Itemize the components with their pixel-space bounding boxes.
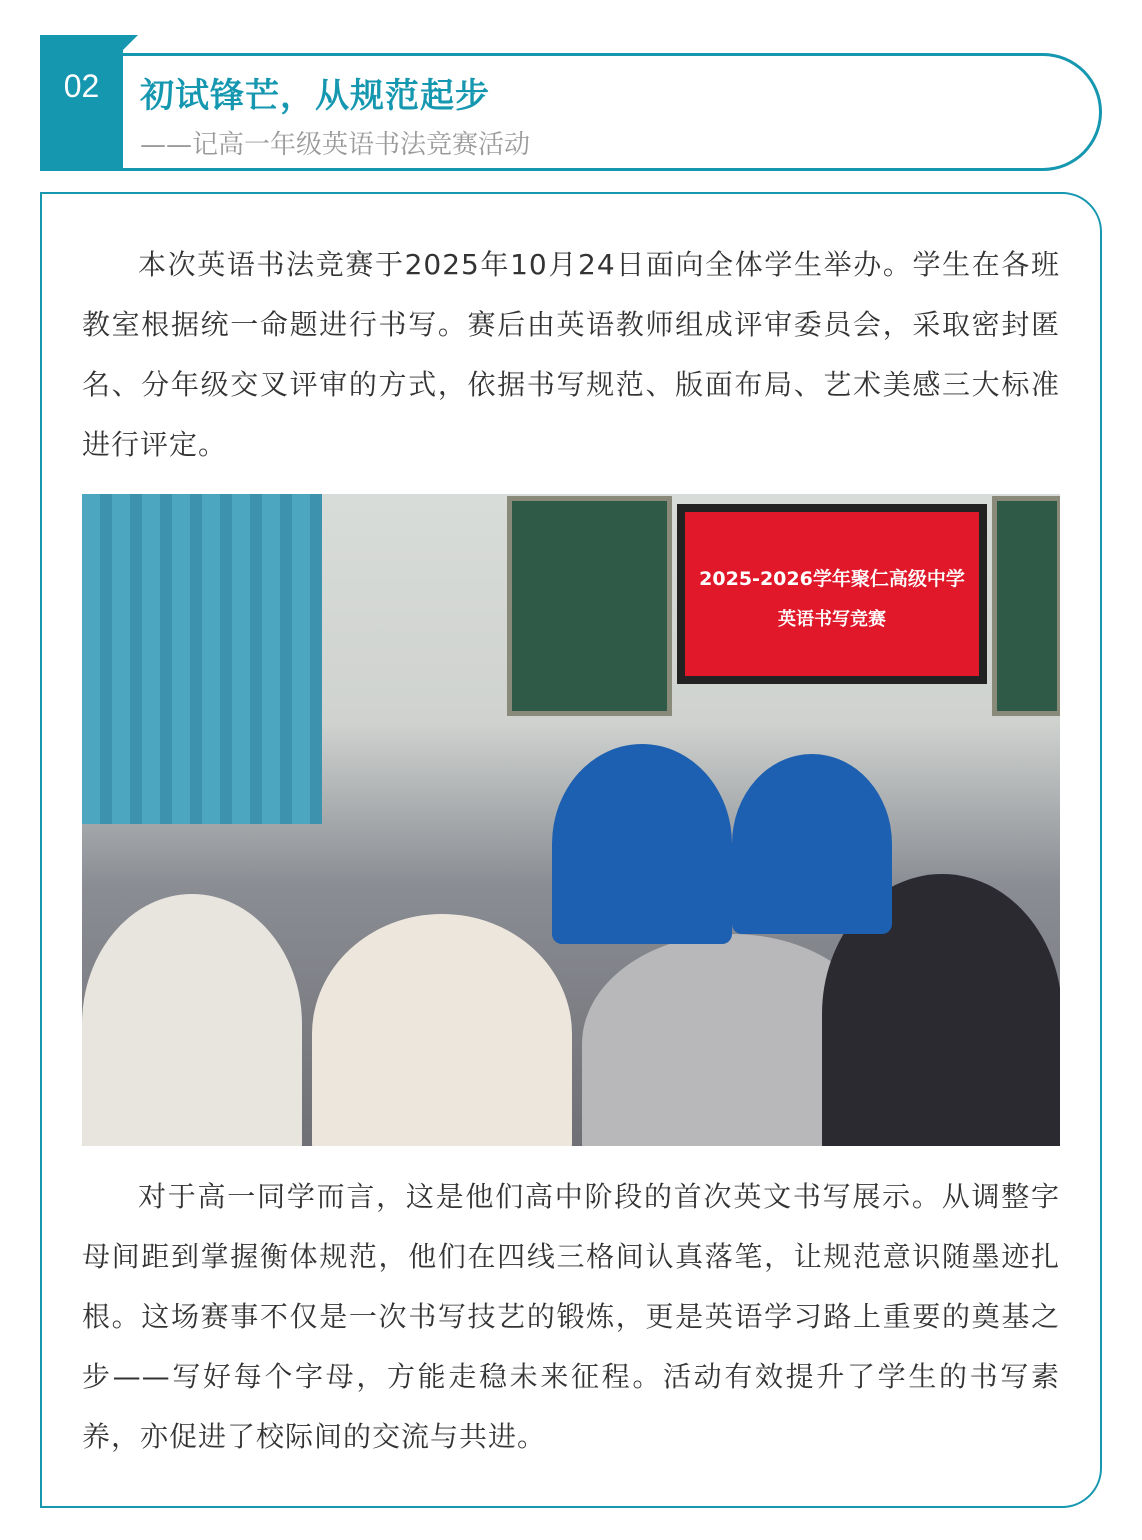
screen-title: 2025-2026学年聚仁高级中学 xyxy=(699,568,965,590)
paragraph-1: 本次英语书法竞赛于2025年10月24日面向全体学生举办。学生在各班教室根据统一命题进行书写。赛后由英语教师组成评审委员会，采取密封匿名、分年级交叉评审的方式，依据书写规范、版面布局、艺术美感三大标准进行评定。 xyxy=(82,248,1060,461)
curtain xyxy=(82,494,322,824)
tab-notch xyxy=(120,35,138,53)
student xyxy=(552,744,732,944)
projector-screen xyxy=(677,504,987,684)
student xyxy=(732,754,892,934)
section-subtitle: ——记高一年级英语书法竞赛活动 xyxy=(140,130,531,160)
blackboard-right xyxy=(992,496,1060,716)
student xyxy=(82,894,302,1146)
paragraph-2: 对于高一同学而言，这是他们高中阶段的首次英文书写展示。从调整字母间距到掌握衡体规范，他们在四线三格间认真落笔，让规范意识随墨迹扎根。这场赛事不仅是一次书写技艺的锻炼，更是英语学习路上重要的奠基之步——写好每个字母，方能走稳未来征程。活动有效提升了学生的书写素养，亦促进了校际间的交流与共进。 xyxy=(82,1180,1060,1453)
student xyxy=(312,914,572,1146)
screen-subtitle: 英语书写竞赛 xyxy=(778,609,886,630)
classroom-photo xyxy=(82,494,1060,1146)
section-number: 02 xyxy=(63,68,100,104)
blackboard-left xyxy=(507,496,672,716)
section-title: 初试锋芒，从规范起步 xyxy=(140,76,490,116)
